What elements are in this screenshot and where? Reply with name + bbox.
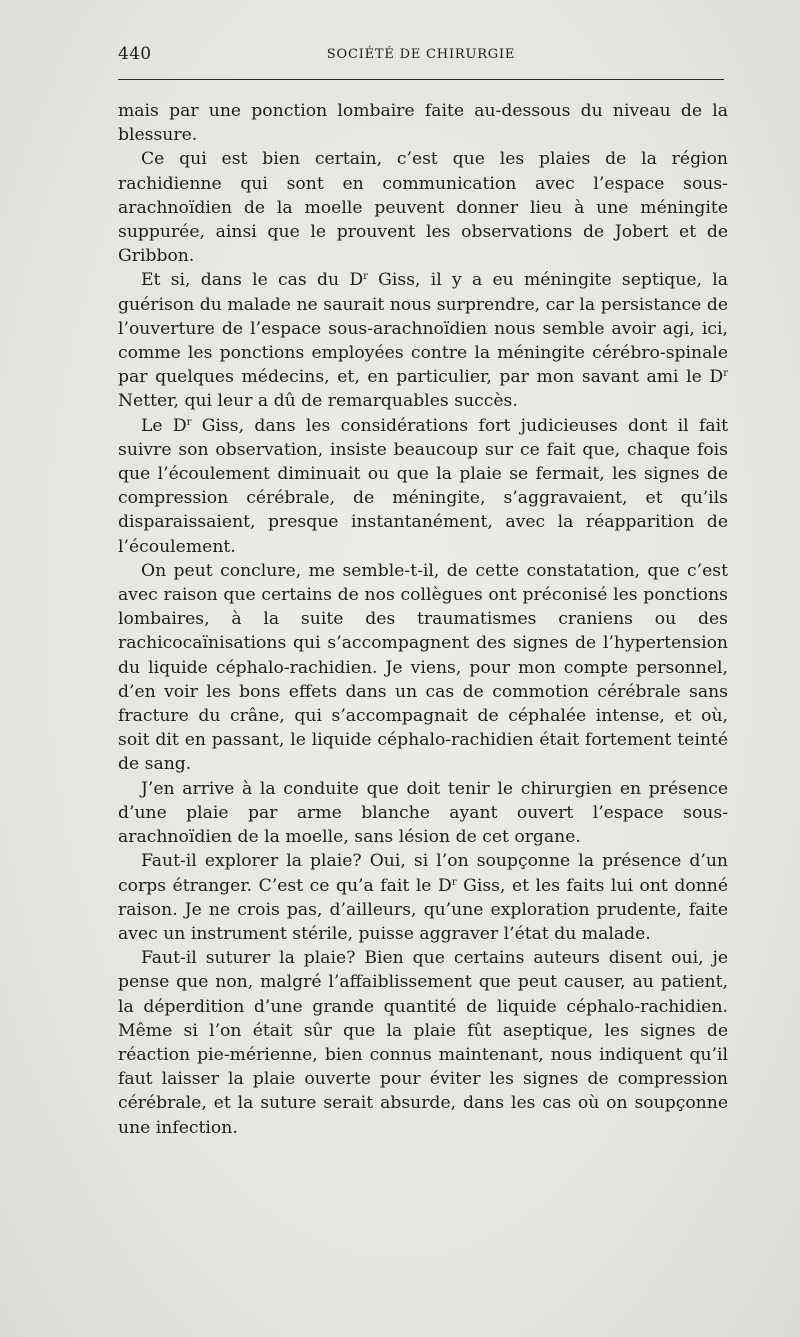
body-text (118, 99, 728, 1140)
paragraph-text: Et si, dans le cas du D (141, 270, 364, 291)
paragraph: Faut-il suturer la plaie? Bien que certains auteurs disent oui, je pense que non, malgré l’affaiblissement que peut causer, au patient, la déperdition d’une grande quantité de liquide céphalo-rachidien. Même si l’on était sûr que la plaie fût aseptique, les signes de réaction pie-mérienne, bien connus maintenant, nous indiquent qu’il faut laisser la plaie ouverte pour éviter les signes de compression cérébrale, et la suture serait absurde, dans les cas où on soupçonne une infection. (118, 948, 728, 1138)
paragraph-text: Giss, dans les considérations fort judicieuses dont il fait suivre son observation, insiste beaucoup sur ce fait que, chaque fois que l’écoulement diminuait ou que la plaie se fermait, les signes de compression cérébrale, de méningite, s’aggravaient, et qu’ils disparaissaient, presque instantanément, avec la réapparition de l’écoulement. (118, 415, 728, 557)
superscript: r (451, 876, 457, 888)
paragraph-text: Le D (141, 415, 187, 436)
paragraph-text: Faut-il explorer la plaie? Oui, si l’on soupçonne la présence d’un corps étranger. C’est ce qu’a fait le D (118, 851, 728, 896)
superscript: r (363, 271, 368, 283)
paragraph-continued: mais par une ponction lombaire faite au-dessous du niveau de la blessure. (118, 101, 728, 146)
header-rule (118, 79, 724, 80)
paragraph-text: Netter, qui leur a dû de remarquables succès. (118, 391, 518, 412)
page-number: 440 (118, 44, 152, 64)
paragraph-text: Giss, il y a eu méningite septique, la guérison du malade ne saurait nous surprendre, car la persistance de l’ouverture de l’espace sous-arachnoïdien nous semble avoir agi, ici, comme les ponctions employées contre la méningite cérébro-spinale par quelques médecins, et, en particulier, par mon savant ami le D (118, 270, 728, 388)
paragraph (118, 268, 728, 413)
paragraph (118, 414, 728, 559)
superscript: r (723, 368, 728, 380)
running-head (118, 44, 724, 68)
paragraph: On peut conclure, me semble-t-il, de cette constatation, que c’est avec raison que certains de nos collègues ont préconisé les ponctions lombaires, à la suite des traumatismes craniens ou des rachicocaïnisations qui s’accompagnent des signes de l’hypertension du liquide céphalo-rachidien. Je viens, pour mon compte personnel, d’en voir les bons effets dans un cas de commotion cérébrale sans fracture du crâne, qui s’accompagnait de céphalée intense, et où, soit dit en passant, le liquide céphalo-rachidien était fortement teinté de sang. (118, 560, 728, 775)
paragraph: J’en arrive à la conduite que doit tenir le chirurgien en présence d’une plaie par arme blanche ayant ouvert l’espace sous-arachnoïdien de la moelle, sans lésion de cet organe. (118, 778, 728, 848)
paragraph-text: Giss, et les faits lui ont donné raison. Je ne crois pas, d’ailleurs, qu’une exploration prudente, faite avec un instrument stérile, puisse aggraver l’état du malade. (118, 875, 728, 944)
paragraph: Ce qui est bien certain, c’est que les plaies de la région rachidienne qui sont en communication avec l’espace sous-arachnoïdien de la moelle peuvent donner lieu à une méningite suppurée, ainsi que le prouvent les observations de Jobert et de Gribbon. (118, 149, 728, 267)
paragraph (118, 849, 728, 946)
superscript: r (186, 416, 192, 428)
running-title: SOCIÉTÉ DE CHIRURGIE (326, 47, 516, 62)
